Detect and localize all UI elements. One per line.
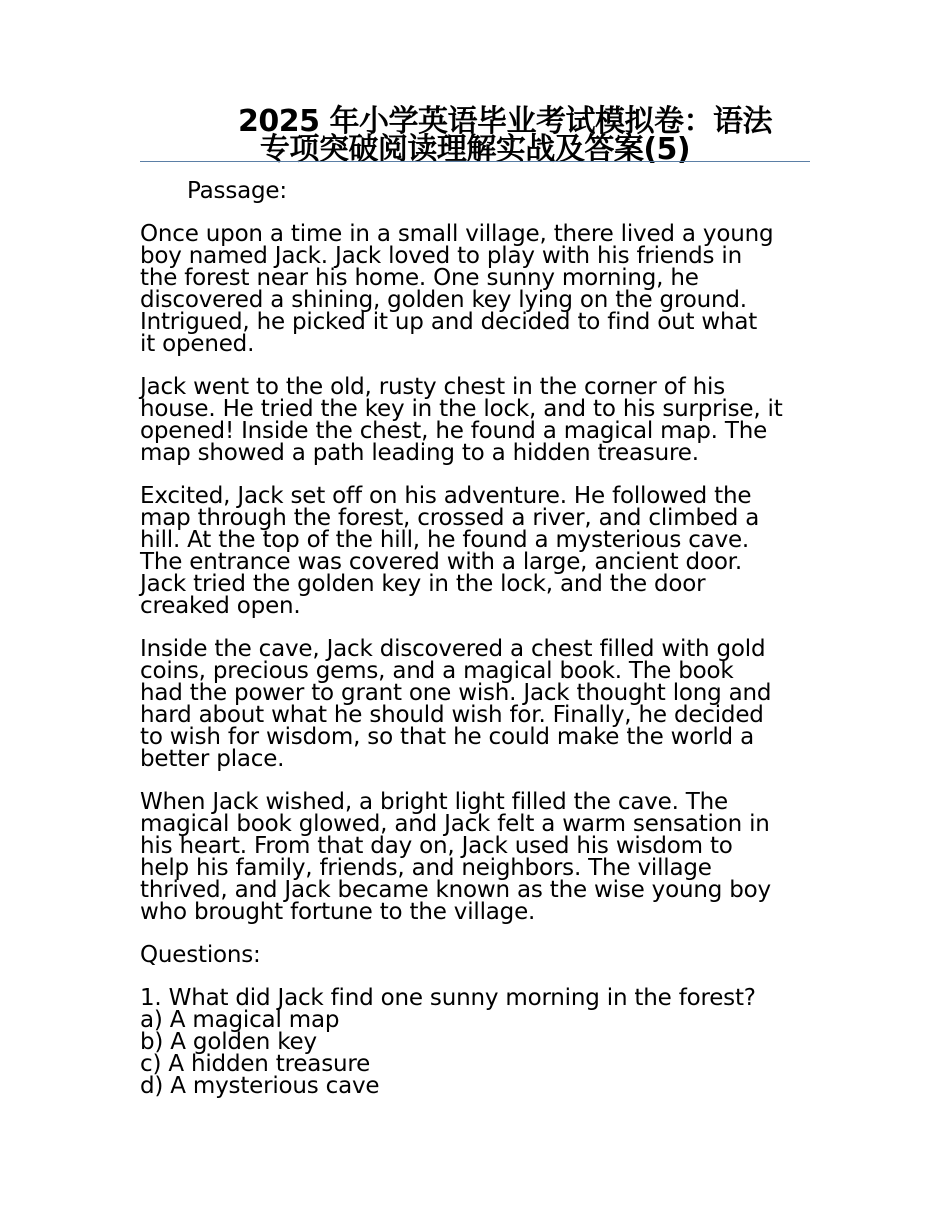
paragraph-line: hard about what he should wish for. Finally, he decided <box>140 702 764 728</box>
paragraph-line: Jack tried the golden key in the lock, and the door <box>140 571 706 597</box>
paragraph-line: his heart. From that day on, Jack used his wisdom to <box>140 833 733 859</box>
paragraph-line: map showed a path leading to a hidden treasure. <box>140 440 699 466</box>
paragraph-line: to wish for wisdom, so that he could make the world a <box>140 724 754 750</box>
paragraph-line: The entrance was covered with a large, ancient door. <box>140 549 742 575</box>
paragraph-line: When Jack wished, a bright light filled the cave. The <box>140 789 728 815</box>
paragraph-line: Inside the cave, Jack discovered a chest filled with gold <box>140 636 766 662</box>
question-prompt: 1. What did Jack find one sunny morning in the forest? <box>140 985 756 1011</box>
paragraph-line: hill. At the top of the hill, he found a mysterious cave. <box>140 527 750 553</box>
paragraph-line: help his family, friends, and neighbors. The village <box>140 855 712 881</box>
paragraph-line: coins, precious gems, and a magical book. The book <box>140 658 734 684</box>
paragraph-line: boy named Jack. Jack loved to play with his friends in <box>140 243 742 269</box>
passage-paragraph-3 <box>140 485 815 617</box>
paragraph-line: magical book glowed, and Jack felt a warm sensation in <box>140 811 770 837</box>
paragraph-line: the forest near his home. One sunny morning, he <box>140 265 699 291</box>
answer-option-a: a) A magical map <box>140 1007 340 1033</box>
paragraph-line: Excited, Jack set off on his adventure. He followed the <box>140 483 752 509</box>
title-underline <box>140 161 810 162</box>
passage-paragraph-5 <box>140 791 815 923</box>
paragraph-line: who brought fortune to the village. <box>140 899 536 925</box>
answer-option-c: c) A hidden treasure <box>140 1051 371 1077</box>
paragraph-line: house. He tried the key in the lock, and to his surprise, it <box>140 396 783 422</box>
paragraph-line: Once upon a time in a small village, there lived a young <box>140 221 774 247</box>
paragraph-line: Jack went to the old, rusty chest in the corner of his <box>140 374 726 400</box>
passage-label: Passage: <box>187 178 287 204</box>
paragraph-line: better place. <box>140 746 285 772</box>
paragraph-line: had the power to grant one wish. Jack thought long and <box>140 680 772 706</box>
answer-option-b: b) A golden key <box>140 1029 317 1055</box>
paragraph-line: creaked open. <box>140 593 301 619</box>
paragraph-line: map through the forest, crossed a river, and climbed a <box>140 505 760 531</box>
question-1 <box>140 987 815 1097</box>
answer-option-d: d) A mysterious cave <box>140 1073 380 1099</box>
paragraph-line: it opened. <box>140 331 255 357</box>
document-body <box>140 180 815 1097</box>
paragraph-line: discovered a shining, golden key lying on the ground. <box>140 287 747 313</box>
title-line-1: 2025 年小学英语毕业考试模拟卷：语法 <box>238 104 772 139</box>
title-line-2: 专项突破阅读理解实战及答案(5) <box>259 132 691 167</box>
passage-paragraph-1 <box>140 223 815 355</box>
paragraph-line: thrived, and Jack became known as the wise young boy <box>140 877 771 903</box>
document-title <box>140 104 810 167</box>
paragraph-line: Intrigued, he picked it up and decided to find out what <box>140 309 758 335</box>
passage-paragraph-2 <box>140 376 815 464</box>
paragraph-line: opened! Inside the chest, he found a magical map. The <box>140 418 768 444</box>
questions-label: Questions: <box>140 942 261 968</box>
passage-paragraph-4 <box>140 638 815 770</box>
